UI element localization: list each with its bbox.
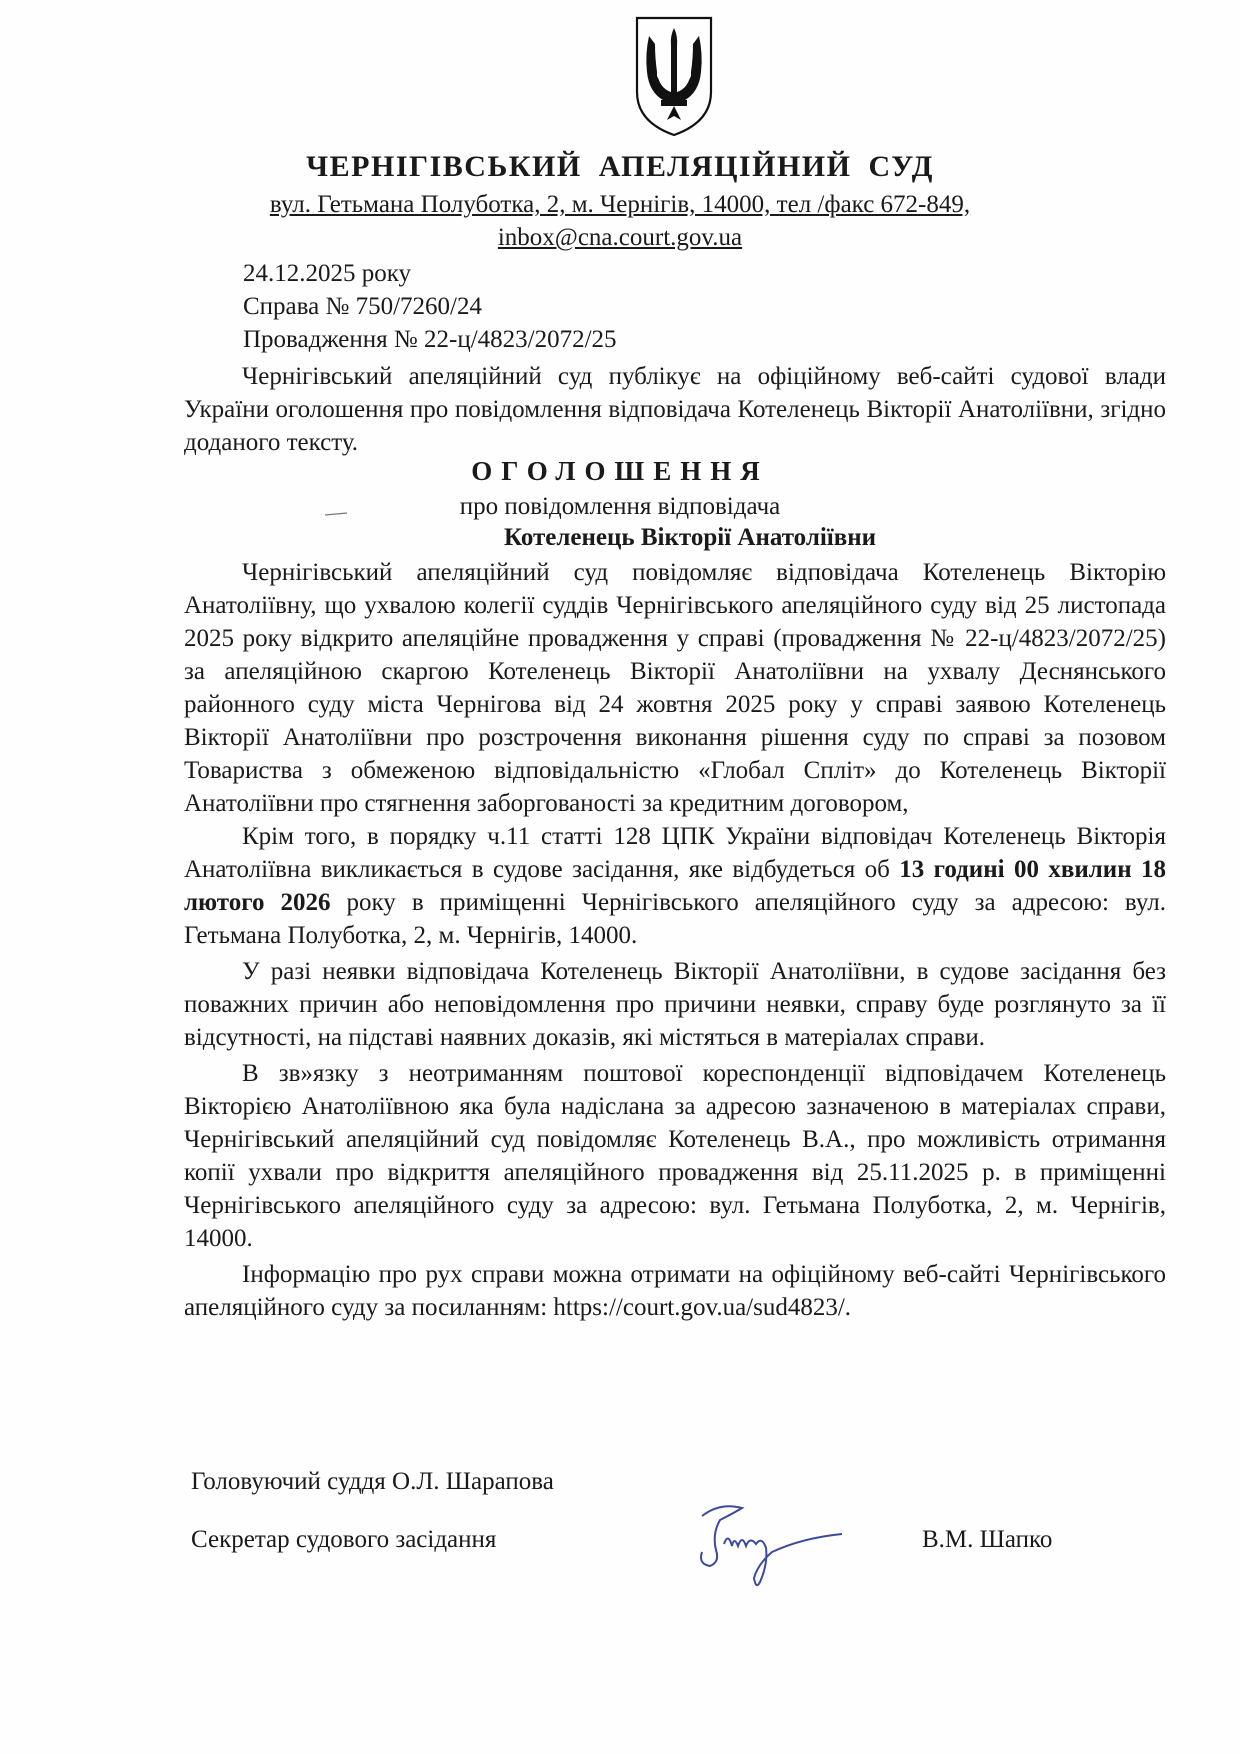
document-date: 24.12.2025 року: [243, 260, 412, 287]
paragraph-absence-warning: У разі неявки відповідача Котеленець Вікторії Анатоліївни, в судове засідання без поважних причин або неповідомлення про причини неявки, справу буде розглянуто за її відсутності, на підставі наявних доказів, які містяться в матеріалах справи.: [184, 958, 1166, 1051]
summons-text-end: року в приміщенні Чернігівського апеляційного суду за адресою: вул. Гетьмана Полуботка, 2, м. Чернігів, 14000.: [184, 889, 1166, 949]
secretary-name: В.М. Шапко: [922, 1526, 1053, 1553]
paragraph-case-info-link: Інформацію про рух справи можна отримати на офіційному веб-сайті Чернігівського апеляційного суду за посиланням: https://court.gov.ua/sud4823/.: [184, 1261, 1166, 1321]
announcement-body: [184, 556, 1166, 1324]
announcement-title: ОГОЛОШЕННЯ: [471, 456, 769, 486]
court-name-heading: ЧЕРНІГІВСЬКИЙ АПЕЛЯЦІЙНИЙ СУД: [306, 150, 934, 183]
secretary-title: Секретар судового засідання: [191, 1526, 497, 1553]
case-number: Справа № 750/7260/24: [243, 293, 482, 320]
paragraph-hearing-summons: [184, 820, 1166, 952]
court-address: вул. Гетьмана Полуботка, 2, м. Чернігів, 14000, тел /факс 672-849,: [269, 191, 971, 218]
paragraph-copy-availability: В зв»язку з неотриманням поштової кореспонденції відповідачем Котеленець Вікторією Анатоліївною яка була надіслана за адресою зазначеною в матеріалах справи, Чернігівський апеляційний суд повідомляє Котеленець В.А., про можливість отримання копії ухвали про відкриття апеляційного провадження від 25.11.2025 р. в приміщенні Чернігівського апеляційного суду за адресою: вул. Гетьмана Полуботка, 2, м. Чернігів, 14000.: [184, 1060, 1166, 1252]
court-email: inbox@cna.court.gov.ua: [497, 224, 743, 251]
paragraph-appeal-opened: Чернігівський апеляційний суд повідомляє відповідача Котеленець Вікторію Анатоліївну, що ухвалою колегії суддів Чернігівського апеляційного суду від 25 листопада 2025 року відкрито апеляційне провадження у справі (провадження № 22-ц/4823/2072/25) за апеляційною скаргою Котеленець Вікторії Анатоліївни на ухвалу Деснянського районного суду міста Чернігова від 24 жовтня 2025 року у справі заявою Котеленець Вікторії Анатоліївни про розстрочення виконання рішення суду по справі за позовом Товариства з обмеженою відповідальністю «Глобал Спліт» до Котеленець Вікторії Анатоліївни про стягнення заборгованості за кредитним договором,: [184, 559, 1166, 817]
scan-mark-icon: [325, 512, 347, 516]
trident-emblem-icon: [633, 14, 715, 138]
defendant-name: Котеленець Вікторії Анатоліївни: [503, 524, 877, 551]
proceeding-number: Провадження № 22-ц/4823/2072/25: [243, 326, 617, 353]
summons-text-start: Крім того, в порядку ч.11 статті 128 ЦПК України відповідач Котеленець Вікторія Анатоліївна викликається в судове засідання, яке відбудеться об: [184, 823, 1166, 883]
announcement-subtitle: про повідомлення відповідача: [459, 493, 781, 520]
hearing-datetime: 13 годині 00 хвилин 18 лютого 2026: [184, 856, 1166, 916]
presiding-judge: Головуючий суддя О.Л. Шарапова: [191, 1468, 554, 1495]
intro-paragraph: Чернігівський апеляційний суд публікує на офіційному веб-сайті судової влади України оголошення про повідомлення відповідача Котеленець Вікторії Анатоліївни, згідно доданого тексту.: [184, 363, 1166, 456]
handwritten-signature-icon: [672, 1494, 872, 1594]
